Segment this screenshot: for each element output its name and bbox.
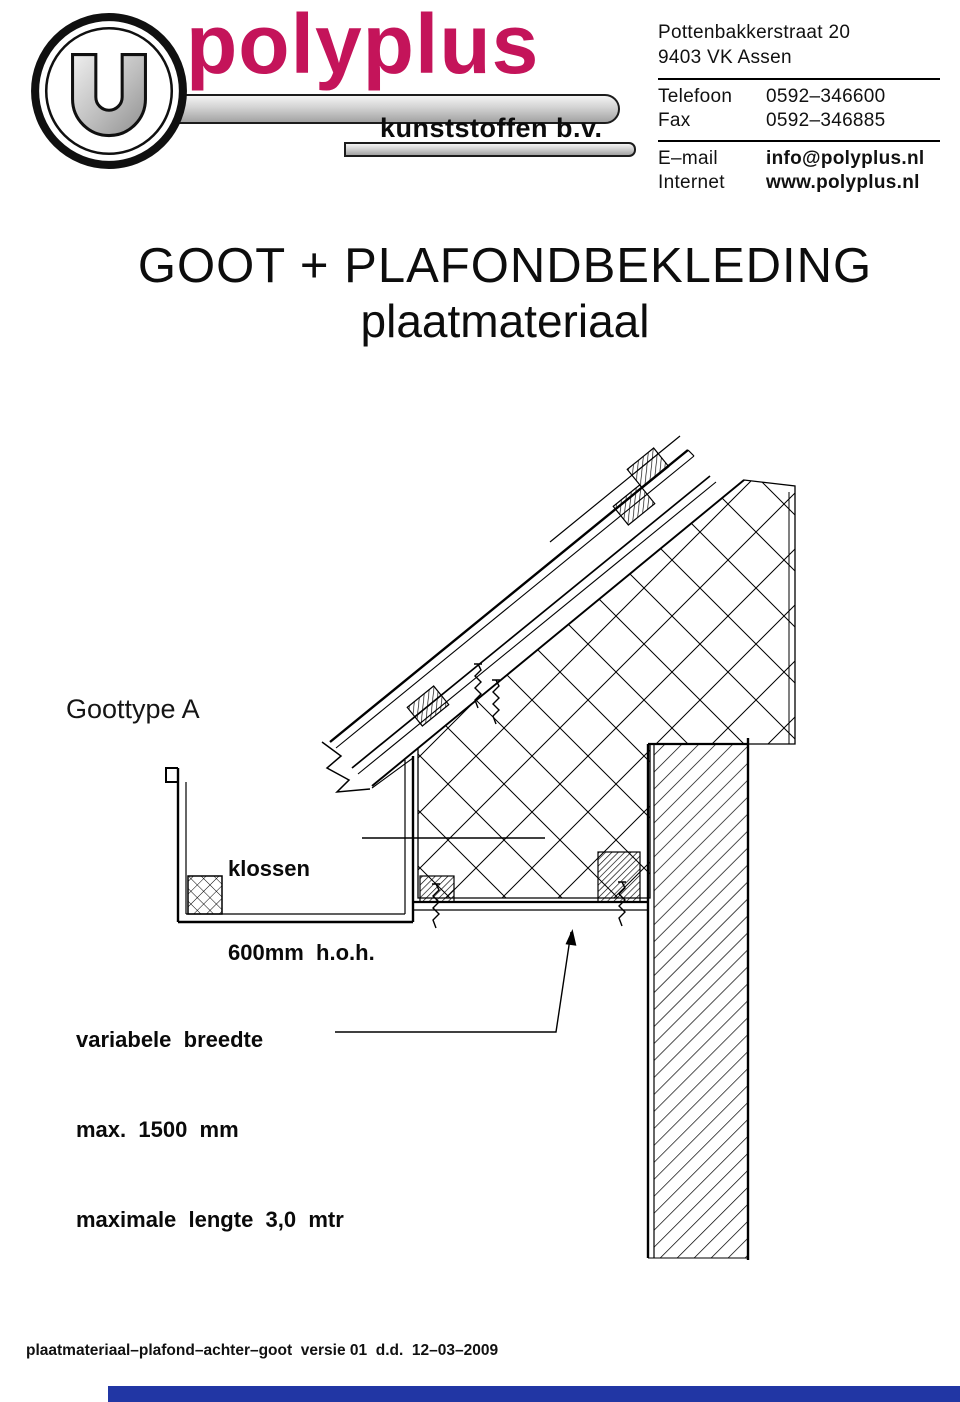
fax-row xyxy=(658,110,944,134)
page-title-line2: plaatmateriaal xyxy=(360,295,650,347)
brand-subtitle: kunststoffen b.v. xyxy=(380,113,603,143)
footer-accent-bar xyxy=(108,1386,960,1402)
width-annotation-line2: max. 1500 mm xyxy=(76,1117,239,1142)
contact-divider-bottom xyxy=(658,140,940,142)
brand-wordmark: polyplus xyxy=(186,0,540,91)
klossen-annotation-line2: 600mm h.o.h. xyxy=(228,940,375,965)
email-label: E–mail xyxy=(658,148,718,169)
ceiling-panel xyxy=(413,902,648,910)
break-line xyxy=(322,742,370,792)
contact-divider-top xyxy=(658,78,940,80)
email-row xyxy=(658,148,944,172)
page-title-line1: GOOT + PLAFONDBEKLEDING xyxy=(137,239,873,293)
roof-batten xyxy=(407,686,449,726)
website-label: Internet xyxy=(658,172,725,193)
klossen-annotation-line1: klossen xyxy=(228,856,310,881)
masonry-wall xyxy=(648,738,748,1260)
logo-bar-bottom xyxy=(344,142,636,157)
phone-value: 0592–346600 xyxy=(766,86,886,107)
width-annotation-line1: variabele breedte xyxy=(76,1027,264,1052)
address-line-1: Pottenbakkerstraat 20 xyxy=(658,22,851,43)
contact-block xyxy=(658,22,944,196)
fax-label: Fax xyxy=(658,110,691,131)
phone-label: Telefoon xyxy=(658,86,733,107)
email-value: info@polyplus.nl xyxy=(766,148,925,169)
website-row xyxy=(658,172,944,196)
width-annotation-line3: maximale lengte 3,0 mtr xyxy=(76,1207,344,1232)
document-reference: plaatmateriaal–plafond–achter–goot versie 01 d.d. 12–03–2009 xyxy=(26,1342,499,1359)
website-value: www.polyplus.nl xyxy=(766,172,920,193)
width-annotation xyxy=(76,965,344,1295)
address-line-2: 9403 VK Assen xyxy=(658,47,792,68)
fax-value: 0592–346885 xyxy=(766,110,886,131)
ceiling-klos xyxy=(420,876,454,902)
gutter-bracket-klos xyxy=(188,876,222,914)
page-title xyxy=(55,238,955,348)
leader-arrowhead-icon xyxy=(566,929,577,946)
u-monogram-icon xyxy=(28,10,190,172)
roof-batten xyxy=(613,485,655,525)
gutter-type-label: Goottype A xyxy=(66,694,200,724)
phone-row xyxy=(658,86,944,110)
